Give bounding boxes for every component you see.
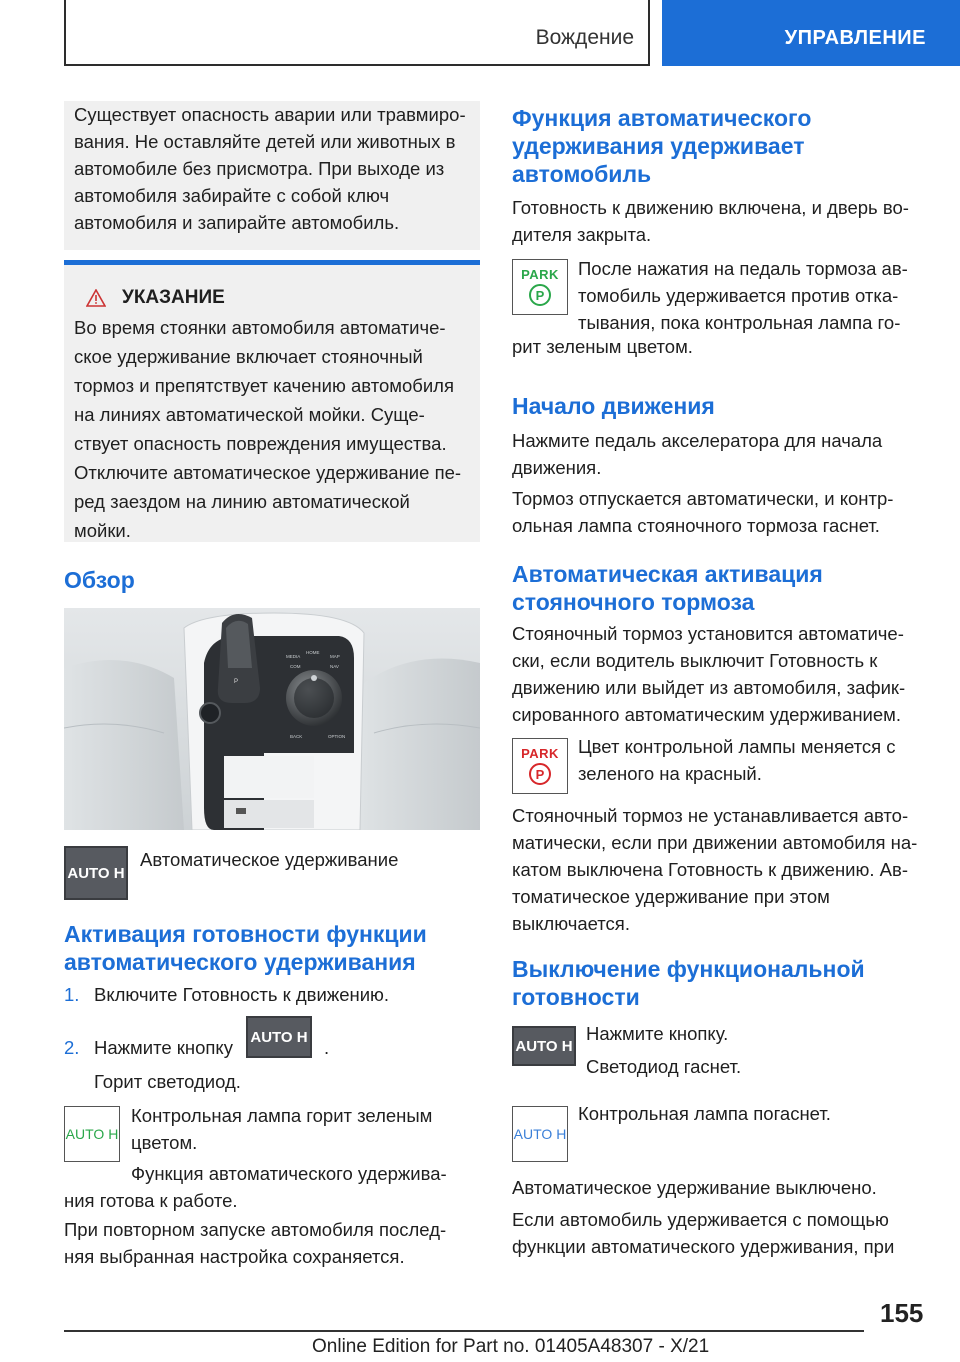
- text-line: томобиль удерживается против отка-: [578, 285, 899, 306]
- autoh-green-lamp-icon: AUTO H: [64, 1106, 120, 1162]
- text-line: катом выключена Готовность к движению. Ав-: [512, 859, 908, 880]
- text-line: сированного автоматическим удерживанием.: [512, 704, 902, 725]
- label-map: MAP: [330, 654, 340, 659]
- function-ready-line-2: ния готова к работе.: [64, 1190, 238, 1211]
- park-label: PARK: [521, 267, 559, 282]
- text-line: функции автоматического удерживания, при: [512, 1236, 895, 1257]
- danger-note-box: [64, 101, 480, 250]
- text-line: тывания, пока контрольная лампа го-: [578, 312, 901, 333]
- text-line: Отключите автоматическое удерживание пе-: [74, 462, 462, 483]
- start-heading: Начало движения: [512, 393, 715, 419]
- label-home: HOME: [306, 650, 320, 655]
- text-line: ское удерживание включает стояночный: [74, 346, 423, 367]
- label-media: MEDIA: [286, 654, 301, 659]
- start-text-2: [512, 485, 893, 539]
- header-section-tab: [64, 0, 650, 66]
- autoh-button-icon: AUTO H: [64, 846, 128, 900]
- not-set-text: [512, 802, 917, 937]
- label-option: OPTION: [328, 734, 346, 739]
- label-back: BACK: [290, 734, 303, 739]
- function-ready-line-1: Функция автоматического удержива-: [131, 1163, 447, 1184]
- text-line: Нажмите педаль акселератора для начала: [512, 430, 883, 451]
- header-chapter-title: УПРАВЛЕНИЕ: [784, 27, 926, 49]
- auto-activation-text: [512, 620, 905, 728]
- text-line: При повторном запуске автомобиля послед-: [64, 1219, 447, 1240]
- text-line: Если автомобиль удерживается с помощью: [512, 1209, 889, 1230]
- text-line: Стояночный тормоз установится автоматиче-: [512, 623, 904, 644]
- step-number: 2.: [64, 1037, 80, 1058]
- heading-line: стояночного тормоза: [512, 589, 755, 615]
- text-line: автомобиля и запирайте автомобиль.: [74, 212, 400, 233]
- text-line: движения.: [512, 457, 602, 478]
- text-line: автомобиле без присмотра. При выходе из: [74, 158, 445, 179]
- hold-heading: [512, 104, 811, 188]
- auto-activation-heading: [512, 560, 823, 616]
- text-line: После нажатия на педаль тормоза ав-: [578, 258, 908, 279]
- auto-lamp-text: [578, 733, 896, 787]
- text-line: ствует опасность повреждения имущества.: [74, 433, 447, 454]
- step-2: [64, 1034, 233, 1061]
- text-line: Существует опасность аварии или травмиро-: [74, 104, 466, 125]
- heading-line: автомобиль: [512, 161, 652, 187]
- off-last-text: [512, 1206, 894, 1260]
- step-2-result: Горит светодиод.: [94, 1071, 241, 1092]
- overview-heading: Обзор: [64, 567, 135, 593]
- header-section-title: Вождение: [535, 26, 634, 49]
- text-line: дителя закрыта.: [512, 224, 652, 245]
- text-line: ски, если водитель выключит Готовность к: [512, 650, 878, 671]
- autoh-inline-icon: AUTO H: [246, 1016, 312, 1058]
- text-line: автомобиля забирайте с собой ключ: [74, 185, 390, 206]
- step-number: 1.: [64, 984, 80, 1005]
- autoh-button-icon: AUTO H: [512, 1026, 576, 1066]
- lamp-green-text: [131, 1102, 432, 1156]
- warning-box: [64, 260, 480, 542]
- off-done-text: Автоматическое удерживание выключено.: [512, 1177, 877, 1198]
- text-line: зеленого на красный.: [578, 763, 762, 784]
- step-1: [64, 981, 389, 1008]
- warning-triangle-icon: [86, 289, 106, 307]
- text-line: мойки.: [74, 520, 131, 541]
- text-line: Контрольная лампа горит зеленым: [131, 1105, 433, 1126]
- park-red-lamp-icon: [512, 738, 568, 794]
- heading-line: Активация готовности функции: [64, 921, 427, 947]
- text-line: движению или выйдет из автомобиля, зафик-: [512, 677, 906, 698]
- footer-divider: [64, 1330, 864, 1332]
- activation-heading: [64, 920, 427, 976]
- text-line: выключается.: [512, 913, 630, 934]
- park-p-symbol: P: [529, 763, 551, 785]
- text-line: цветом.: [131, 1132, 198, 1153]
- park-label: PARK: [521, 746, 559, 761]
- label-nav: NAV: [330, 664, 339, 669]
- text-line: Тормоз отпускается автоматически, и контр-: [512, 488, 894, 509]
- text-line: Готовность к движению включена, и дверь во-: [512, 197, 909, 218]
- text-line: вания. Не оставляйте детей или животных в: [74, 131, 456, 152]
- page-number: 155: [880, 1298, 924, 1328]
- hold-lamp-line-4: рит зеленым цветом.: [512, 336, 693, 357]
- step-text: Включите Готовность к движению.: [94, 984, 390, 1005]
- heading-line: готовности: [512, 984, 640, 1010]
- text-line: матически, если при движении автомобиля на-: [512, 832, 918, 853]
- heading-line: Функция автоматического: [512, 105, 812, 131]
- off-led-text: Светодиод гаснет.: [586, 1056, 742, 1077]
- text-line: Стояночный тормоз не устанавливается авто-: [512, 805, 909, 826]
- text-line: ольная лампа стояночного тормоза гаснет.: [512, 515, 880, 536]
- text-line: на линиях автоматической мойки. Суще-: [74, 404, 425, 425]
- park-green-lamp-icon: [512, 259, 568, 315]
- off-lamp-text: Контрольная лампа погаснет.: [578, 1103, 831, 1124]
- autoh-off-lamp-icon: AUTO H: [512, 1106, 568, 1162]
- step-text: Нажмите кнопку: [94, 1037, 233, 1058]
- hold-lamp-text: [578, 255, 908, 336]
- label-com: COM: [290, 664, 301, 669]
- gear-p-label: P: [234, 679, 239, 685]
- start-text-1: [512, 427, 882, 481]
- warning-title: УКАЗАНИЕ: [122, 287, 225, 308]
- off-heading: [512, 955, 865, 1011]
- step-2-period: .: [324, 1037, 330, 1058]
- restart-text: [64, 1216, 446, 1270]
- heading-line: удерживания удерживает: [512, 133, 805, 159]
- footer-edition: Online Edition for Part no. 01405A48307 - X/21: [312, 1336, 710, 1357]
- off-press-text: Нажмите кнопку.: [586, 1023, 729, 1044]
- text-line: Во время стоянки автомобиля автоматиче-: [74, 317, 446, 338]
- autoh-caption: Автоматическое удерживание: [140, 849, 399, 870]
- text-line: тормоз и препятствует качению автомобиля: [74, 375, 454, 396]
- heading-line: автоматического удерживания: [64, 949, 416, 975]
- header-chapter-tab: [662, 0, 960, 66]
- hold-text: [512, 194, 909, 248]
- text-line: томатическое удерживание при этом: [512, 886, 830, 907]
- text-line: няя выбранная настройка сохраняется.: [64, 1246, 405, 1267]
- center-console-photo: [64, 608, 480, 830]
- heading-line: Автоматическая активация: [512, 561, 823, 587]
- text-line: Цвет контрольной лампы меняется с: [578, 736, 896, 757]
- heading-line: Выключение функциональной: [512, 956, 865, 982]
- text-line: ред заездом на линию автоматической: [74, 491, 410, 512]
- park-p-symbol: P: [529, 284, 551, 306]
